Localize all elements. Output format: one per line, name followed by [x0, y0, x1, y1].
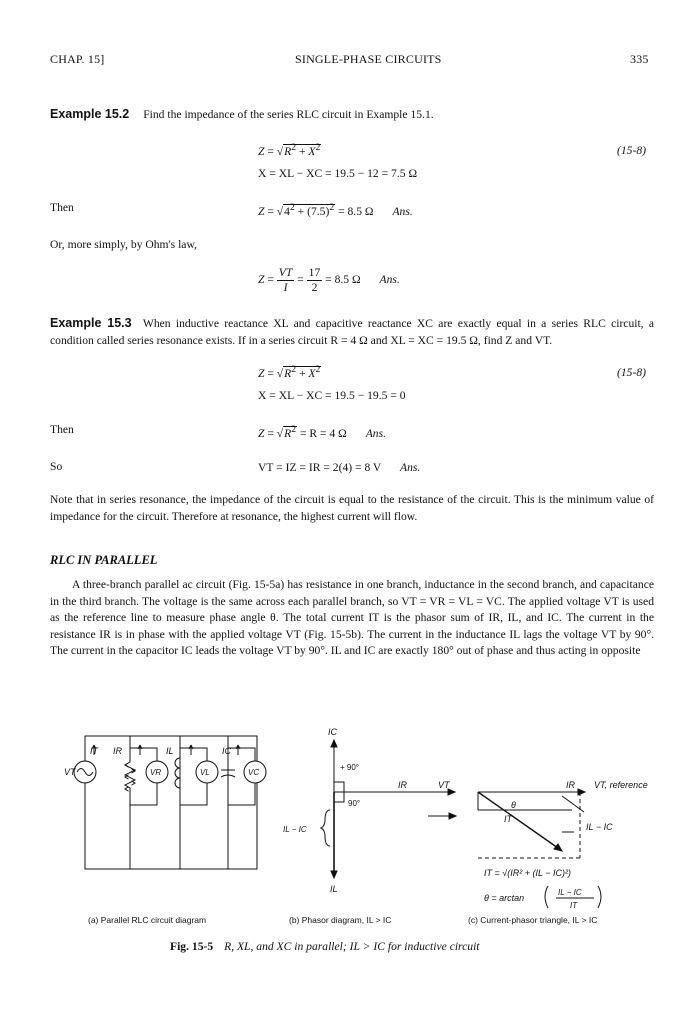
label-vc: VC — [248, 768, 260, 777]
ohm-result: = 8.5 Ω — [325, 273, 361, 287]
equation-reactance: X = XL − XC = 19.5 − 12 = 7.5 Ω — [258, 167, 418, 180]
formula-theta: θ = arctan — [484, 893, 525, 903]
ohm-intro: Or, more simply, by Ohm's law, — [50, 238, 197, 251]
equation-number: (15-8) — [617, 144, 646, 157]
label-ir-b: IR — [398, 780, 407, 790]
label-it-c: IT — [504, 814, 512, 824]
label-it: IT — [90, 746, 98, 756]
caption-c: (c) Current-phasor triangle, IL > IC — [468, 915, 598, 925]
label-vt: VT — [64, 767, 76, 777]
label-vl: VL — [200, 768, 210, 777]
page-number: 335 — [630, 52, 649, 66]
example-label: Example 15.3 — [50, 316, 132, 330]
figure-caption-text: R, XL, and XC in parallel; IL > IC for inductive circuit — [224, 940, 480, 953]
frac-num: VT — [278, 266, 293, 279]
right-angle-top — [334, 782, 344, 792]
running-header-title: SINGLE-PHASE CIRCUITS — [295, 52, 442, 66]
formula-theta-num: IL − IC — [558, 888, 582, 897]
section-title: RLC IN PARALLEL — [50, 553, 158, 567]
equation-voltage — [258, 461, 420, 474]
label-theta: θ — [511, 800, 516, 810]
equation-impedance-2: $Z = √R^2 + X^2$ — [258, 364, 321, 380]
result-value: = 8.5 Ω — [338, 204, 374, 218]
impedance-result: = R = 4 Ω — [299, 426, 347, 440]
answer-tag: Ans. — [392, 204, 413, 218]
label-ic: IC — [222, 746, 231, 756]
phasor-diagram — [321, 740, 456, 878]
label-vt-b: VT — [438, 780, 450, 790]
label-vt-reference: VT, reference — [594, 780, 648, 790]
answer-tag: Ans. — [400, 461, 421, 474]
label-ir-c: IR — [566, 780, 575, 790]
section-paragraph: A three-branch parallel ac circuit (Fig. 15-5a) has resistance in one branch, inductance in the second branch, and capacitance in the third branch. The voltage is the same across each parallel branch, so VT = VR = VL = VC. The applied voltage VT is used as the reference line to measure phase angle θ. The total current IT is the phasor sum of IR, IL, and IC. The current in the resistance IR is in phase with the applied voltage VT (Fig. 15-5b). The current in the inductance IL lags the voltage VT by 90°. The current in the capacitor IC leads the voltage VT by 90°. IL and IC are exactly 180° out of phase and thus acting in opposite — [50, 578, 654, 658]
answer-tag: Ans. — [379, 273, 400, 287]
label-ic-b: IC — [328, 727, 337, 737]
label-vr: VR — [150, 768, 162, 777]
then-label: Then — [50, 423, 74, 436]
formula-it: IT = √(IR² + (IL − IC)²) — [484, 868, 572, 878]
equation-reactance-2: X = XL − XC = 19.5 − 19.5 = 0 — [258, 389, 406, 402]
example-15-2 — [50, 105, 434, 123]
equation-impedance: $Z = √R^2 + X^2$ — [258, 142, 321, 158]
label-il: IL — [166, 746, 174, 756]
figure-label: Fig. 15-5 — [170, 940, 214, 953]
right-angle-bottom — [334, 792, 344, 802]
label-minus90: 90° — [348, 799, 361, 808]
then-label: Then — [50, 201, 74, 214]
formula-theta-den: IT — [570, 901, 578, 910]
label-il-b: IL — [330, 884, 338, 894]
resonance-note: Note that in series resonance, the impedance of the circuit is equal to the resistance of the circuit. This is the minimum value of impedance for the circuit. Therefore at resonance, the highest current will flow. — [50, 493, 654, 523]
figure-15-5 — [0, 720, 698, 960]
frac-den: I — [283, 281, 288, 294]
brace-icon — [321, 810, 330, 846]
equation-impedance-numeric: $Z = √4^2 + (7.5)^2 = 8.5$ Ω Ans. — [258, 202, 413, 218]
inductor-icon — [175, 758, 180, 788]
label-il-ic-b: IL − IC — [283, 825, 307, 834]
label-ir: IR — [113, 746, 122, 756]
equation-impedance-result: $Z = √R^2 = R = 4$ Ω Ans. — [258, 424, 387, 440]
caption-a: (a) Parallel RLC circuit diagram — [88, 915, 207, 925]
label-plus90: + 90° — [340, 763, 359, 772]
frac2-num: 17 — [308, 266, 321, 279]
equation-ohms-law: Z = $\frac{VT}{I}$ = $\frac{17}{2}$ = 8.5 Ω Ans. — [258, 266, 400, 294]
frac2-den: 2 — [311, 281, 318, 294]
so-label: So — [50, 460, 63, 473]
example-prompt: Find the impedance of the series RLC circuit in Example 15.1. — [143, 108, 434, 121]
label-il-ic-c: IL − IC — [586, 822, 613, 832]
current-triangle — [478, 789, 585, 858]
running-header-chapter: CHAP. 15] — [50, 52, 105, 66]
equation-number: (15-8) — [617, 366, 646, 379]
figure-caption — [170, 940, 480, 953]
voltage-result: VT = IZ = IR = 2(4) = 8 V — [258, 461, 382, 474]
example-15-3 — [50, 315, 654, 349]
example-label: Example 15.2 — [50, 107, 130, 121]
answer-tag: Ans. — [365, 426, 387, 440]
example-prompt: When inductive reactance XL and capacitive reactance XC are exactly equal in a series RLC circuit, a condition called series resonance exists. If in a series circuit R = 4 Ω and XL = XC = 19.5 Ω, find Z and VT. — [50, 317, 655, 347]
it-hypotenuse — [478, 792, 558, 848]
caption-b: (b) Phasor diagram, IL > IC — [289, 915, 392, 925]
